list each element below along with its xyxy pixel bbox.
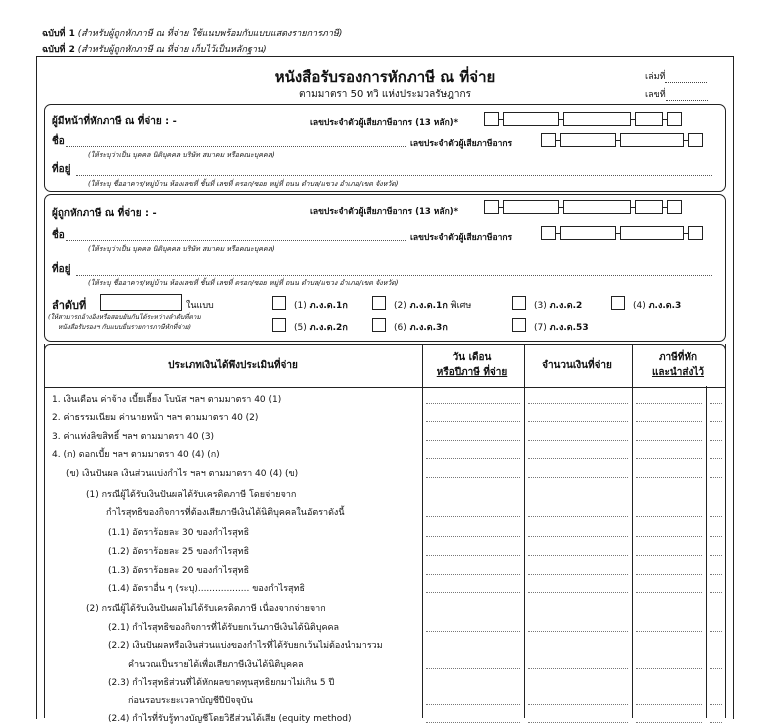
- sequence-input[interactable]: [100, 294, 182, 311]
- income-row-9-entry-2[interactable]: [528, 555, 628, 556]
- income-row-10: (1.3) อัตราร้อยละ 20 ของกำไรสุทธิ: [108, 566, 250, 576]
- income-row-4-entry-4[interactable]: [710, 458, 722, 459]
- option-pnd3-label: (4) ภ.ง.ด.3: [633, 301, 682, 311]
- payer-taxid13-label: เลขประจำตัวผู้เสียภาษีอากร (13 หลัก)*: [310, 118, 459, 128]
- income-row-2-entry-4[interactable]: [710, 421, 722, 422]
- income-row-3-entry-4[interactable]: [710, 440, 722, 441]
- header-amount-paid: จำนวนเงินที่จ่าย: [542, 359, 612, 371]
- payee-name-hint: (ให้ระบุว่าเป็น บุคคล นิติบุคคล บริษัท สมาคม หรือคณะบุคคล): [88, 245, 275, 253]
- income-row-15-entry-4[interactable]: [710, 668, 722, 669]
- income-row-18-entry-4[interactable]: [710, 722, 722, 723]
- payee-address-label: ที่อยู่: [52, 264, 71, 275]
- income-row-10-entry-1[interactable]: [426, 574, 520, 575]
- income-row-3-entry-1[interactable]: [426, 440, 520, 441]
- in-form-label: ในแบบ: [186, 301, 214, 311]
- option-pnd1a-label: (1) ภ.ง.ด.1ก: [294, 301, 348, 311]
- payee-taxid13-input[interactable]: [484, 200, 682, 214]
- payee-taxid-label: เลขประจำตัวผู้เสียภาษีอากร: [410, 233, 513, 243]
- form-subtitle: ตามมาตรา 50 ทวิ แห่งประมวลรัษฎากร: [299, 89, 471, 100]
- payee-address-hint: (ให้ระบุ ชื่ออาคาร/หมู่บ้าน ห้องเลขที่ ชั้นที่ เลขที่ ตรอก/ซอย หมู่ที่ ถนน ตำบล/แขวง อำเภอ/เขต จังหวัด): [88, 279, 399, 287]
- income-row-15: คำนวณเป็นรายได้เพื่อเสียภาษีเงินได้นิติบุคคล: [128, 660, 304, 670]
- income-row-18-entry-1[interactable]: [426, 722, 520, 723]
- table-border-left: [44, 344, 45, 718]
- document-number-field[interactable]: เลขที่: [645, 87, 708, 101]
- income-row-1-entry-2[interactable]: [528, 403, 628, 404]
- income-row-4-entry-1[interactable]: [426, 458, 520, 459]
- option-pnd53-checkbox[interactable]: [512, 318, 526, 332]
- column-divider-3: [632, 344, 633, 718]
- option-pnd1a-special-label: (2) ภ.ง.ด.1ก พิเศษ: [394, 301, 472, 311]
- income-row-10-entry-4[interactable]: [710, 574, 722, 575]
- income-row-4-entry-2[interactable]: [528, 458, 628, 459]
- income-row-2-entry-1[interactable]: [426, 421, 520, 422]
- column-divider-1: [422, 344, 423, 718]
- income-row-11: (1.4) อัตราอื่น ๆ (ระบุ).................. ของกำไรสุทธิ: [108, 584, 305, 594]
- sequence-hint-2: หนังสือรับรองฯ กับแบบยื่นรายการภาษีหักที่จ่าย): [58, 323, 191, 331]
- income-row-17-entry-2[interactable]: [528, 704, 628, 705]
- income-row-8-entry-4[interactable]: [710, 536, 722, 537]
- income-row-2-entry-3[interactable]: [636, 421, 702, 422]
- option-pnd2-label: (3) ภ.ง.ด.2: [534, 301, 583, 311]
- income-row-4-entry-3[interactable]: [636, 458, 702, 459]
- column-divider-4: [706, 386, 707, 718]
- income-row-5-entry-2[interactable]: [528, 477, 628, 478]
- income-row-12: (2) กรณีผู้ได้รับเงินปันผลไม่ได้รับเครดิตภาษี เนื่องจากจ่ายจาก: [86, 604, 326, 614]
- income-row-13-entry-4[interactable]: [710, 631, 722, 632]
- option-pnd1a-checkbox[interactable]: [272, 296, 286, 310]
- income-row-7-entry-1[interactable]: [426, 516, 520, 517]
- income-row-18: (2.4) กำไรที่รับรู้ทางบัญชีโดยวิธีส่วนได้เสีย (equity method): [108, 714, 352, 724]
- payer-name-label: ชื่อ: [52, 136, 65, 147]
- payee-label: ผู้ถูกหักภาษี ณ ที่จ่าย : -: [52, 208, 157, 219]
- income-row-2-entry-2[interactable]: [528, 421, 628, 422]
- income-row-8: (1.1) อัตราร้อยละ 30 ของกำไรสุทธิ: [108, 528, 250, 538]
- income-row-11-entry-2[interactable]: [528, 592, 628, 593]
- income-row-5-entry-1[interactable]: [426, 477, 520, 478]
- option-pnd2a-label: (5) ภ.ง.ด.2ก: [294, 323, 348, 333]
- income-row-11-entry-4[interactable]: [710, 592, 722, 593]
- income-row-13-entry-2[interactable]: [528, 631, 628, 632]
- income-row-9-entry-3[interactable]: [636, 555, 702, 556]
- income-row-15-entry-1[interactable]: [426, 668, 520, 669]
- income-row-1-entry-1[interactable]: [426, 403, 520, 404]
- table-border-right: [725, 344, 726, 718]
- sequence-hint-1: (ให้สามารถอ้างอิงหรือสอบยันกันได้ระหว่างลำดับที่ตาม: [48, 313, 201, 321]
- income-row-5-entry-4[interactable]: [710, 477, 722, 478]
- option-pnd1a-special-checkbox[interactable]: [372, 296, 386, 310]
- income-row-3-entry-3[interactable]: [636, 440, 702, 441]
- payer-address-hint: (ให้ระบุ ชื่ออาคาร/หมู่บ้าน ห้องเลขที่ ชั้นที่ เลขที่ ตรอก/ซอย หมู่ที่ ถนน ตำบล/แขวง อำเภอ/เขต จังหวัด): [88, 180, 399, 188]
- income-row-7-entry-3[interactable]: [636, 516, 702, 517]
- book-number-field[interactable]: เล่มที่: [645, 69, 707, 83]
- income-row-3-entry-2[interactable]: [528, 440, 628, 441]
- income-row-7-entry-4[interactable]: [710, 516, 722, 517]
- copy-note-2: ฉบับที่ 2 (สำหรับผู้ถูกหักภาษี ณ ที่จ่าย เก็บไว้เป็นหลักฐาน): [42, 45, 267, 55]
- income-row-11-entry-1[interactable]: [426, 592, 520, 593]
- income-row-8-entry-3[interactable]: [636, 536, 702, 537]
- income-row-15-entry-3[interactable]: [636, 668, 702, 669]
- income-row-16: (2.3) กำไรสุทธิส่วนที่ได้หักผลขาดทุนสุทธิยกมาไม่เกิน 5 ปี: [108, 678, 335, 688]
- payer-taxid-input[interactable]: [541, 133, 703, 147]
- income-row-10-entry-2[interactable]: [528, 574, 628, 575]
- income-row-8-entry-1[interactable]: [426, 536, 520, 537]
- income-row-18-entry-2[interactable]: [528, 722, 628, 723]
- income-row-13-entry-3[interactable]: [636, 631, 702, 632]
- income-row-10-entry-3[interactable]: [636, 574, 702, 575]
- income-row-13-entry-1[interactable]: [426, 631, 520, 632]
- payer-name-input[interactable]: [66, 146, 406, 147]
- payee-name-input[interactable]: [66, 240, 406, 241]
- income-row-13: (2.1) กำไรสุทธิของกิจการที่ได้รับยกเว้นภาษีเงินได้นิติบุคคล: [108, 623, 340, 633]
- income-row-7: กำไรสุทธิของกิจการที่ต้องเสียภาษีเงินได้นิติบุคคลในอัตราดังนี้: [106, 508, 345, 518]
- header-tax-withheld: ภาษีที่หัก และนำส่งไว้: [651, 352, 705, 378]
- payee-taxid-input[interactable]: [541, 226, 703, 240]
- income-row-3: 3. ค่าแห่งลิขสิทธิ์ ฯลฯ ตามมาตรา 40 (3): [52, 432, 215, 442]
- option-pnd3a-label: (6) ภ.ง.ด.3ก: [394, 323, 448, 333]
- payee-taxid13-label: เลขประจำตัวผู้เสียภาษีอากร (13 หลัก)*: [310, 207, 459, 217]
- payer-address-input[interactable]: [76, 175, 712, 176]
- option-pnd3-checkbox[interactable]: [611, 296, 625, 310]
- payer-label: ผู้มีหน้าที่หักภาษี ณ ที่จ่าย : -: [52, 116, 177, 127]
- column-divider-2: [524, 344, 525, 718]
- income-row-5: (ข) เงินปันผล เงินส่วนแบ่งกำไร ฯลฯ ตามมาตรา 40 (4) (ข): [66, 469, 299, 479]
- payer-taxid13-input[interactable]: [484, 112, 682, 126]
- income-row-1-entry-3[interactable]: [636, 403, 702, 404]
- option-pnd3a-checkbox[interactable]: [372, 318, 386, 332]
- income-row-6: (1) กรณีผู้ได้รับเงินปันผลได้รับเครดิตภาษี โดยจ่ายจาก: [86, 490, 297, 500]
- income-row-17-entry-4[interactable]: [710, 704, 722, 705]
- income-row-9-entry-4[interactable]: [710, 555, 722, 556]
- payer-name-hint: (ให้ระบุว่าเป็น บุคคล นิติบุคคล บริษัท สมาคม หรือคณะบุคคล): [88, 151, 275, 159]
- form-title: หนังสือรับรองการหักภาษี ณ ที่จ่าย: [274, 68, 496, 86]
- income-row-5-entry-3[interactable]: [636, 477, 702, 478]
- payee-name-label: ชื่อ: [52, 230, 65, 241]
- income-row-15-entry-2[interactable]: [528, 668, 628, 669]
- header-income-type: ประเภทเงินได้พึงประเมินที่จ่าย: [168, 359, 298, 371]
- income-row-7-entry-2[interactable]: [528, 516, 628, 517]
- income-row-18-entry-3[interactable]: [636, 722, 702, 723]
- income-row-9: (1.2) อัตราร้อยละ 25 ของกำไรสุทธิ: [108, 547, 250, 557]
- sequence-label: ลำดับที่: [52, 299, 87, 312]
- option-pnd2a-checkbox[interactable]: [272, 318, 286, 332]
- income-row-1-entry-4[interactable]: [710, 403, 722, 404]
- income-row-1: 1. เงินเดือน ค่าจ้าง เบี้ยเลี้ยง โบนัส ฯลฯ ตามมาตรา 40 (1): [52, 395, 282, 405]
- income-row-17-entry-3[interactable]: [636, 704, 702, 705]
- income-row-17-entry-1[interactable]: [426, 704, 520, 705]
- income-row-14: (2.2) เงินปันผลหรือเงินส่วนแบ่งของกำไรที่ได้รับยกเว้นไม่ต้องนำมารวม: [108, 641, 383, 651]
- copy-note-1: ฉบับที่ 1 (สำหรับผู้ถูกหักภาษี ณ ที่จ่าย ใช้แนบพร้อมกับแบบแสดงรายการภาษี): [42, 29, 343, 39]
- income-row-4: 4. (ก) ดอกเบี้ย ฯลฯ ตามมาตรา 40 (4) (ก): [52, 450, 220, 460]
- income-row-17: ก่อนรอบระยะเวลาบัญชีปีปัจจุบัน: [128, 696, 253, 706]
- income-row-8-entry-2[interactable]: [528, 536, 628, 537]
- income-row-9-entry-1[interactable]: [426, 555, 520, 556]
- option-pnd2-checkbox[interactable]: [512, 296, 526, 310]
- payee-address-input[interactable]: [76, 275, 712, 276]
- income-row-2: 2. ค่าธรรมเนียม ค่านายหน้า ฯลฯ ตามมาตรา 40 (2): [52, 413, 259, 423]
- option-pnd53-label: (7) ภ.ง.ด.53: [534, 323, 589, 333]
- payer-address-label: ที่อยู่: [52, 164, 71, 175]
- header-pay-date: วัน เดือน หรือปีภาษี ที่จ่าย: [436, 352, 508, 378]
- income-row-11-entry-3[interactable]: [636, 592, 702, 593]
- payer-taxid-label: เลขประจำตัวผู้เสียภาษีอากร: [410, 139, 513, 149]
